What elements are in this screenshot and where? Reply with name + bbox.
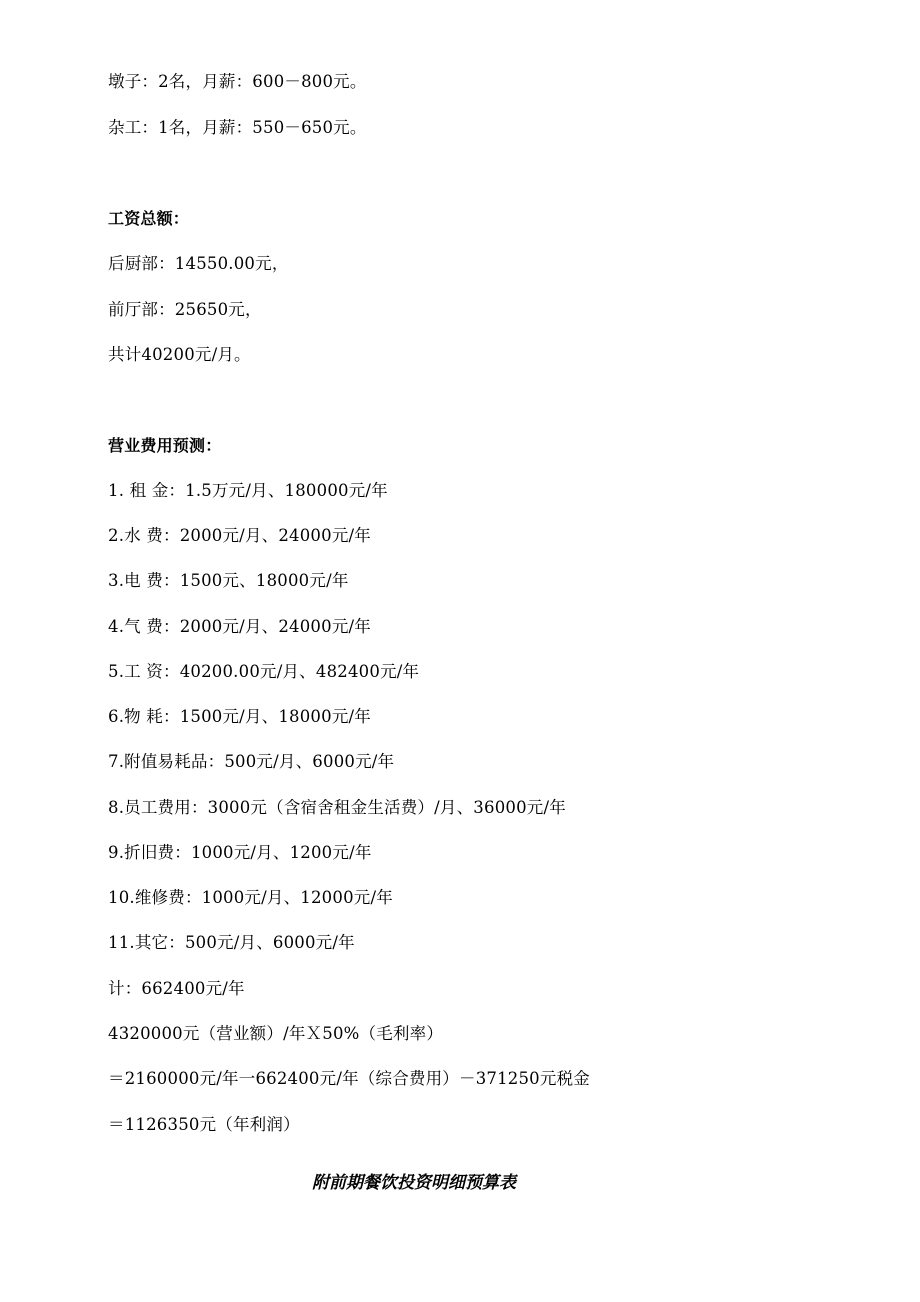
expense-item-consumables: 7.附值易耗品：500元/月、6000元/年 [108,752,395,771]
appendix-title: 附前期餐饮投资明细预算表 [312,1173,516,1193]
expense-item-maintenance: 10.维修费：1000元/月、12000元/年 [108,888,393,907]
staff-line-handyman: 杂工：1名，月薪：550－650元。 [108,118,367,137]
calc-line-net: ＝2160000元/年一662400元/年（综合费用）－371250元税金 [108,1069,590,1088]
expense-item-electricity: 3.电 费：1500元、18000元/年 [108,571,349,590]
salary-kitchen: 后厨部：14550.00元， [108,254,289,273]
salary-total-heading: 工资总额： [108,209,190,228]
expense-item-gas: 4.气 费：2000元/月、24000元/年 [108,617,371,636]
expense-forecast-heading: 营业费用预测： [108,436,222,455]
staff-line-duncer: 墩子：2名，月薪：600－800元。 [108,72,367,91]
calc-line-gross: 4320000元（营业额）/年Ｘ50%（毛利率） [108,1024,444,1043]
expense-item-wages: 5.工 资：40200.00元/月、482400元/年 [108,662,420,681]
expense-item-other: 11.其它：500元/月、6000元/年 [108,933,355,952]
expense-item-water: 2.水 费：2000元/月、24000元/年 [108,526,371,545]
expense-total: 计：662400元/年 [108,979,245,998]
expense-item-staff-costs: 8.员工费用：3000元（含宿舍租金生活费）/月、36000元/年 [108,798,566,817]
calc-line-profit: ＝1126350元（年利润） [108,1115,300,1134]
expense-item-depreciation: 9.折旧费：1000元/月、1200元/年 [108,843,372,862]
expense-item-rent: 1. 租 金：1.5万元/月、180000元/年 [108,481,388,500]
expense-item-materials: 6.物 耗：1500元/月、18000元/年 [108,707,371,726]
salary-front-hall: 前厅部：25650元， [108,300,262,319]
salary-sum: 共计40200元/月。 [108,345,251,364]
